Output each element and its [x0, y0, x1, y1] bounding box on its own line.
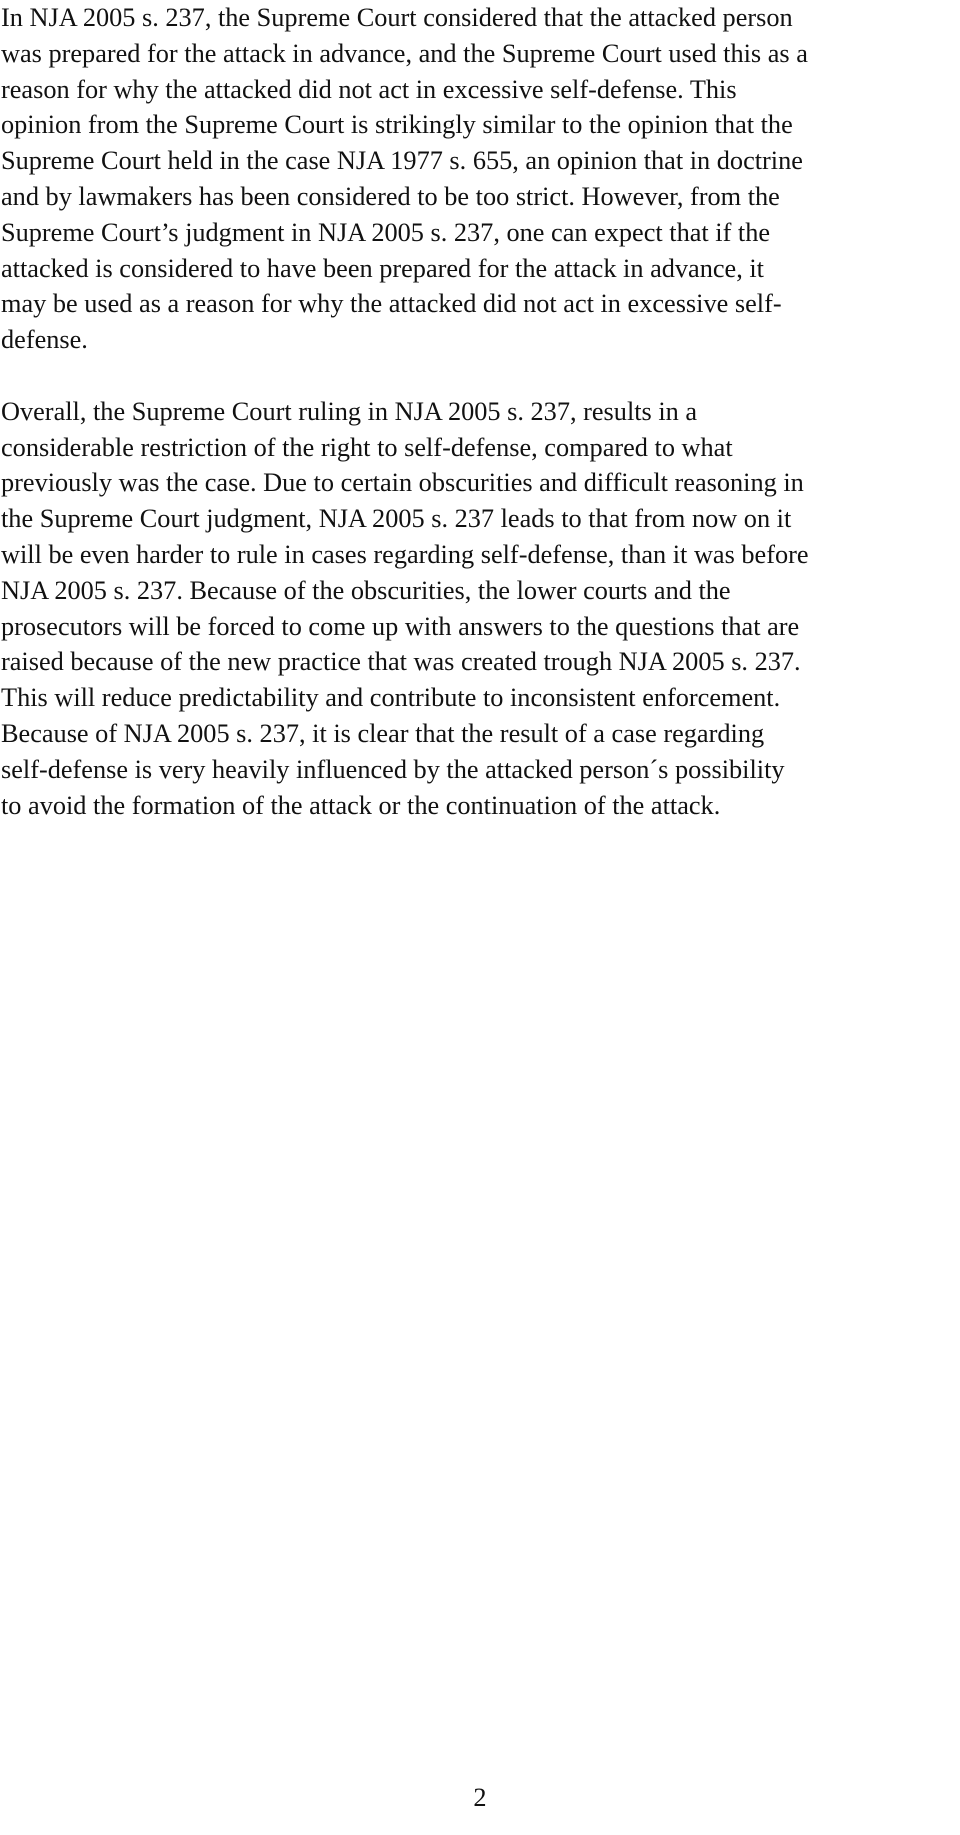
paragraph-2-line-10: Because of NJA 2005 s. 237, it is clear that the result of a case regarding	[1, 718, 765, 748]
paragraph-2-line-5: will be even harder to rule in cases regarding self-defense, than it was before	[1, 539, 809, 569]
paragraph-2-line-3: previously was the case. Due to certain obscurities and difficult reasoning in	[1, 468, 804, 498]
paragraph-2-line-7: prosecutors will be forced to come up with answers to the questions that are	[1, 611, 800, 641]
paragraph-1-line-5: Supreme Court held in the case NJA 1977 s. 655, an opinion that in doctrine	[1, 146, 803, 176]
body-text	[1, 0, 958, 823]
paragraph-2-line-4: the Supreme Court judgment, NJA 2005 s. 237 leads to that from now on it	[1, 504, 792, 534]
paragraph-1-line-6: and by lawmakers has been considered to be too strict. However, from the	[1, 181, 780, 211]
paragraph-spacer	[1, 358, 958, 394]
paragraph-2-line-11: self-defense is very heavily influenced by the attacked person´s possibility	[1, 754, 785, 784]
paragraph-2	[1, 394, 958, 824]
paragraph-2-line-9: This will reduce predictability and contribute to inconsistent enforcement.	[1, 683, 781, 713]
paragraph-1-line-1: In NJA 2005 s. 237, the Supreme Court considered that the attacked person	[1, 3, 793, 32]
paragraph-2-line-8: raised because of the new practice that was created trough NJA 2005 s. 237.	[1, 647, 801, 677]
paragraph-1-line-9: may be used as a reason for why the attacked did not act in excessive self-	[1, 289, 782, 319]
paragraph-1	[1, 0, 958, 358]
paragraph-2-line-12: to avoid the formation of the attack or the continuation of the attack.	[1, 790, 721, 820]
paragraph-2-line-6: NJA 2005 s. 237. Because of the obscurities, the lower courts and the	[1, 575, 731, 605]
page-number: 2	[473, 1783, 487, 1812]
paragraph-1-line-4: opinion from the Supreme Court is strikingly similar to the opinion that the	[1, 110, 793, 140]
paragraph-1-line-7: Supreme Court’s judgment in NJA 2005 s. 237, one can expect that if the	[1, 217, 771, 247]
paragraph-1-line-2: was prepared for the attack in advance, and the Supreme Court used this as a	[1, 38, 808, 68]
paragraph-1-line-10: defense.	[1, 325, 88, 355]
paragraph-1-line-8: attacked is considered to have been prepared for the attack in advance, it	[1, 253, 764, 283]
paragraph-1-line-3: reason for why the attacked did not act in excessive self-defense. This	[1, 74, 737, 104]
paragraph-2-line-1: Overall, the Supreme Court ruling in NJA 2005 s. 237, results in a	[1, 396, 698, 426]
paragraph-2-line-2: considerable restriction of the right to self-defense, compared to what	[1, 432, 733, 462]
